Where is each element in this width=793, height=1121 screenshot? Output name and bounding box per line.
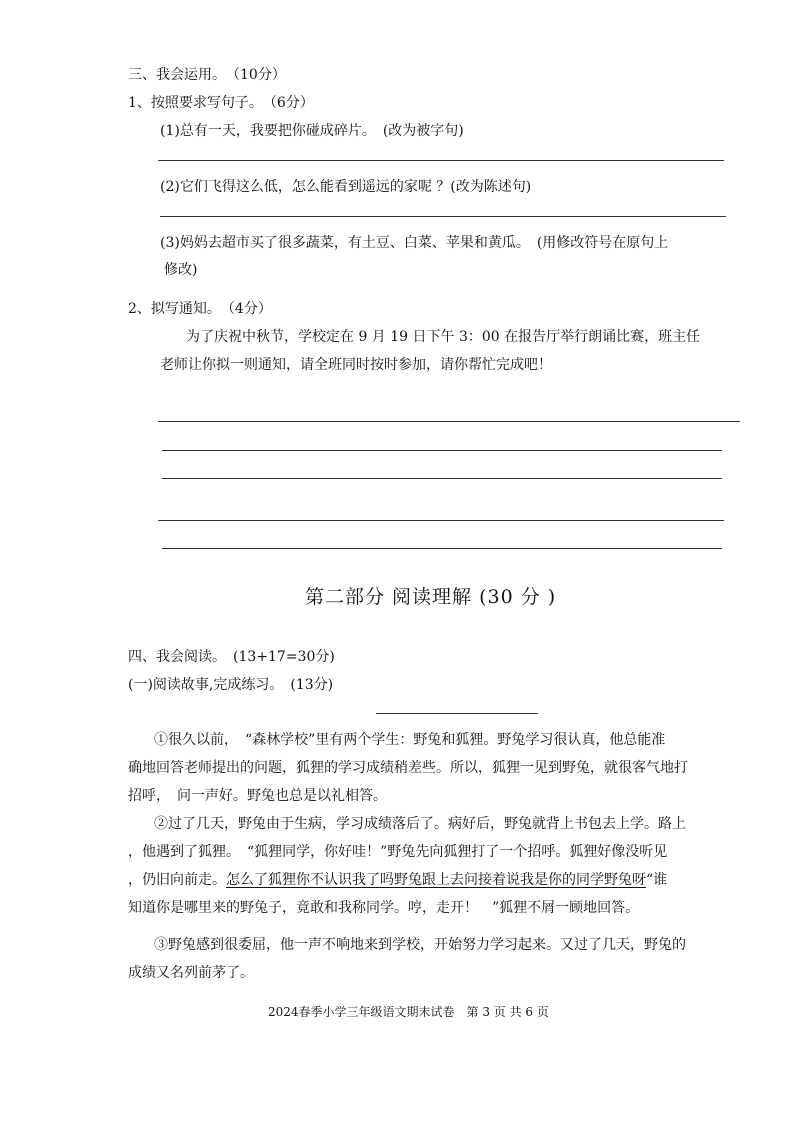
passage-p1-line1: ①很久以前， “森林学校”里有两个学生：野兔和狐狸。野兔学习很认真，他总能准 [154,732,666,748]
underlined-sentence: 怎么了狐狸你不认识我了吗野兔跟上去问接着说我是你的同学野兔呀 [226,872,646,888]
passage-p3-line2: 成绩又名列前茅了。 [128,965,254,981]
passage-p2-line4: 知道你是哪里来的野兔子，竟敢和我称同学。哼，走开！ ”狐狸不屑一顾地回答。 [128,900,640,916]
q1-item1: (1)总有一天，我要把你碰成碎片。 (改为被字句) [160,123,464,139]
section4-sub1: (一)阅读故事,完成练习。 (13分) [128,677,334,693]
title-blank-line [376,713,538,714]
section3-heading: 三、我会运用。 （10分） [128,67,286,83]
passage-p2-line3-start: ，仍旧向前走。 [128,872,226,888]
answer-line [162,548,722,549]
answer-line [158,421,740,422]
passage-p2-line3 [128,869,667,889]
q1-item3-line1: (3)妈妈去超市买了很多蔬菜，有土豆、白菜、苹果和黄瓜。 (用修改符号在原句上 [160,235,669,251]
passage-p1-line3: 招呼， 问一声好。野兔也总是以礼相答。 [128,788,387,804]
passage-p2-line1: ②过了几天，野兔由于生病，学习成绩落后了。病好后，野兔就背上书包去上学。路上 [154,816,686,832]
q2-prompt-line2: 老师让你拟一则通知，请全班同时按时参加，请你帮忙完成吧！ [160,357,552,373]
answer-line [160,216,726,217]
answer-line [162,450,722,451]
passage-p1-line2: 确地回答老师提出的问题，狐狸的学习成绩稍差些。所以，狐狸一见到野兔，就很客气地打 [128,760,688,776]
q2-heading: 2、拟写通知。 （4分） [128,301,272,317]
page-footer: 2024春季小学三年级语文期末试卷 第 3 页 共 6 页 [268,1005,549,1019]
passage-p2-line2: ，他遇到了狐狸。 “狐狸同学，你好哇！”野兔先向狐狸打了一个招呼。狐狸好像没听见 [128,844,668,860]
q1-item3-line2: 修改) [164,262,198,278]
section4-heading: 四、我会阅读。 (13+17=30分) [128,649,335,665]
answer-line [158,160,724,161]
q2-prompt-line1: 为了庆祝中秋节，学校定在 9 月 19 日下午 3：00 在报告厅举行朗诵比赛，班主任 [186,329,701,345]
q1-item2: (2)它们飞得这么低，怎么能看到遥远的家呢 ？(改为陈述句) [160,179,532,195]
part2-title: 第二部分 阅读理解 (30 分 ) [305,586,557,608]
passage-p2-line3-end: “谁 [646,872,668,888]
answer-line [158,520,724,521]
q1-heading: 1、按照要求写句子。 （6分） [128,95,314,111]
answer-line [162,478,722,479]
passage-p3-line1: ③野兔感到很委屈，他一声不响地来到学校，开始努力学习起来。又过了几天，野兔的 [154,937,686,953]
